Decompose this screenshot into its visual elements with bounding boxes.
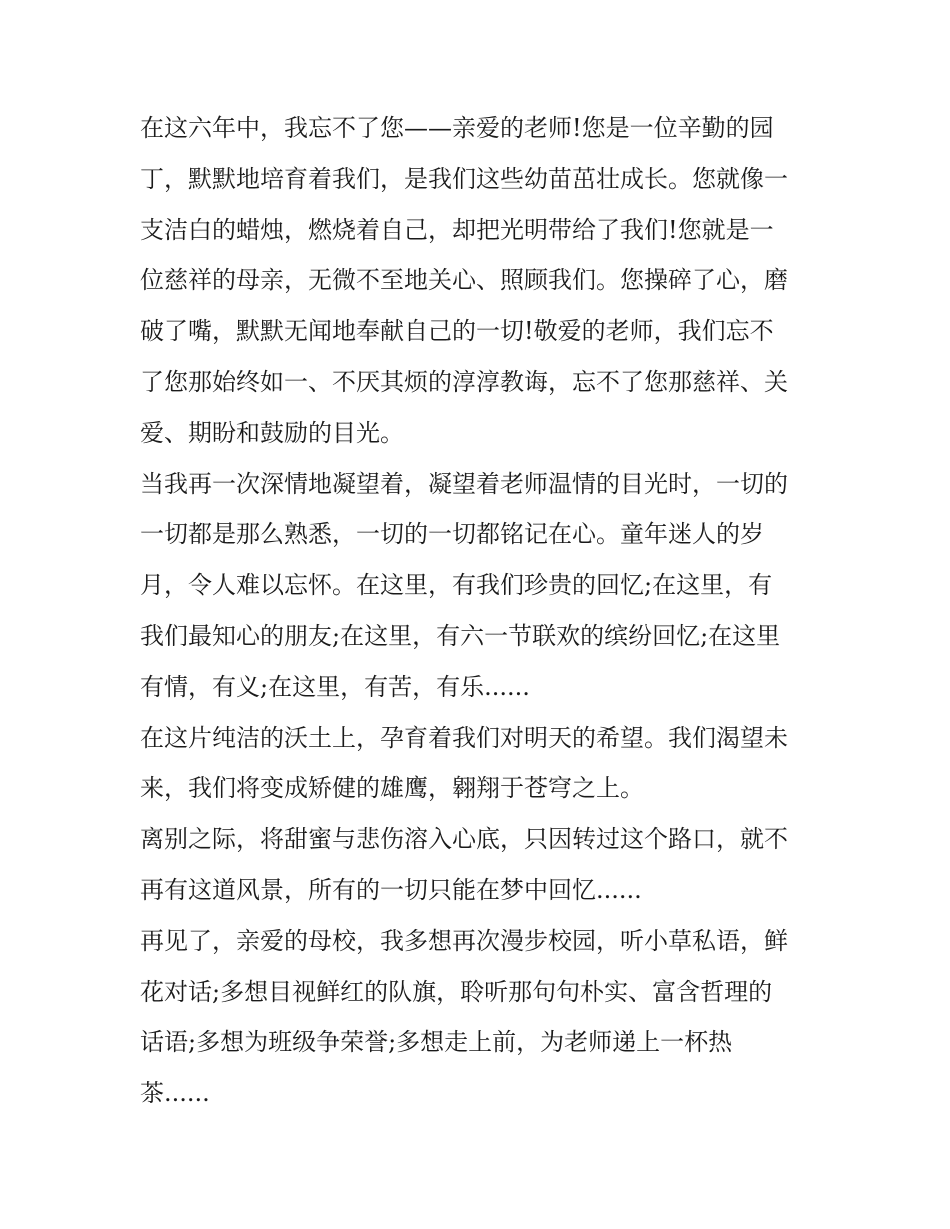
text-line: 当我再一次深情地凝望着，凝望着老师温情的目光时，一切的 bbox=[140, 469, 788, 498]
text-line: 话语;多想为班级争荣誉;多想走上前，为老师递上一杯热 bbox=[140, 1028, 733, 1057]
text-line: 再有这道风景，所有的一切只能在梦中回忆...... bbox=[140, 875, 642, 904]
text-line: 了您那始终如一、不厌其烦的淳淳教诲，忘不了您那慈祥、关 bbox=[140, 367, 788, 396]
text-line: 破了嘴，默默无闻地奉献自己的一切!敬爱的老师，我们忘不 bbox=[140, 317, 774, 346]
text-line: 来，我们将变成矫健的雄鹰，翱翔于苍穹之上。 bbox=[140, 774, 644, 803]
text-line: 茶...... bbox=[140, 1079, 210, 1108]
text-line: 有情，有义;在这里，有苦，有乐...... bbox=[140, 672, 530, 701]
text-line: 在这六年中，我忘不了您——亲爱的老师!您是一位辛勤的园 bbox=[140, 114, 774, 142]
text-line: 丁，默默地培育着我们，是我们这些幼苗茁壮成长。您就像一 bbox=[140, 164, 788, 193]
text-line: 离别之际，将甜蜜与悲伤溶入心底，只因转过这个路口，就不 bbox=[140, 825, 788, 854]
paragraph bbox=[140, 459, 812, 713]
text-line: 位慈祥的母亲，无微不至地关心、照顾我们。您操碎了心，磨 bbox=[140, 266, 788, 295]
text-line: 在这片纯洁的沃土上，孕育着我们对明天的希望。我们渴望未 bbox=[140, 723, 788, 752]
text-line: 一切都是那么熟悉，一切的一切都铭记在心。童年迷人的岁 bbox=[140, 520, 764, 549]
text-line: 再见了，亲爱的母校，我多想再次漫步校园，听小草私语，鲜 bbox=[140, 926, 788, 955]
text-line: 月，令人难以忘怀。在这里，有我们珍贵的回忆;在这里，有 bbox=[140, 571, 773, 600]
text-line: 爱、期盼和鼓励的目光。 bbox=[140, 418, 404, 447]
text-line: 花对话;多想目视鲜红的队旗，聆听那句句朴实、富含哲理的 bbox=[140, 977, 773, 1006]
text-line: 支洁白的蜡烛，燃烧着自己，却把光明带给了我们!您就是一 bbox=[140, 215, 774, 244]
paragraph bbox=[140, 103, 812, 459]
document-body bbox=[140, 103, 812, 1119]
paragraph bbox=[140, 916, 812, 1119]
paragraph bbox=[140, 814, 812, 916]
text-line: 我们最知心的朋友;在这里，有六一节联欢的缤纷回忆;在这里 bbox=[140, 621, 781, 650]
paragraph bbox=[140, 713, 812, 815]
